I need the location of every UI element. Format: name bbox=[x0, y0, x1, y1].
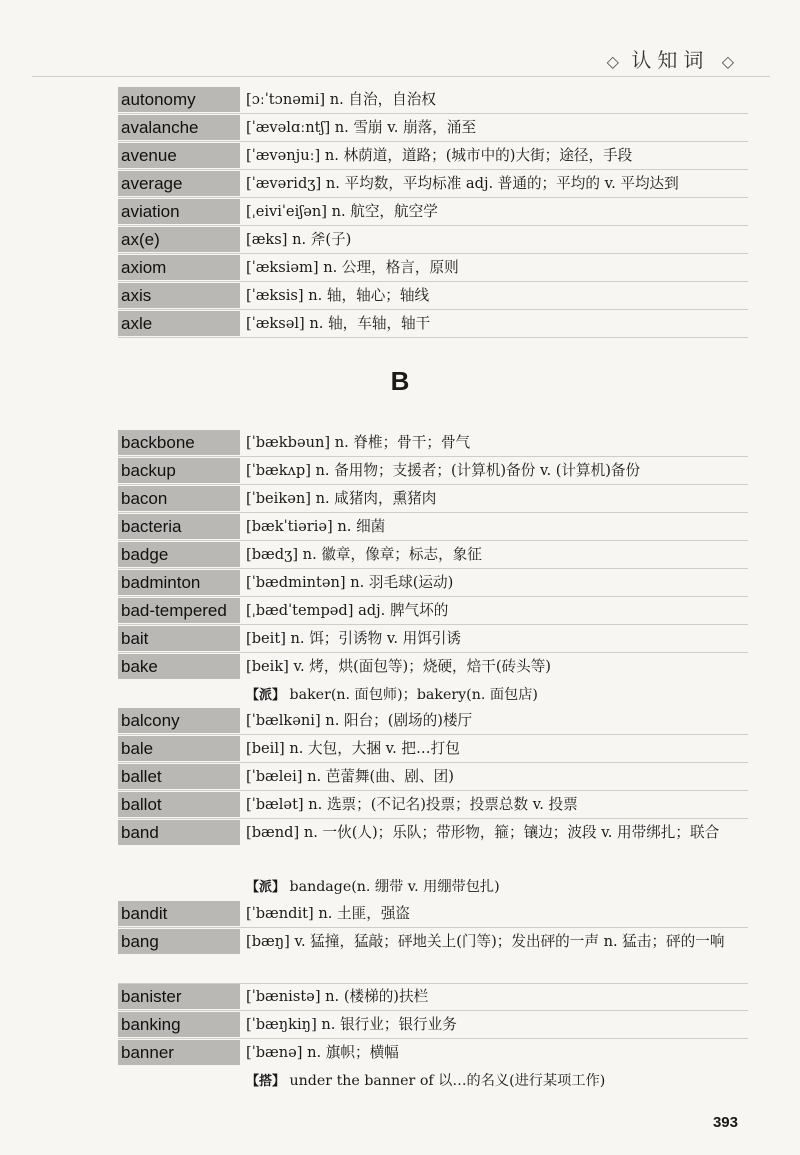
diamond-icon: ◇ bbox=[721, 52, 734, 71]
chapter-header bbox=[607, 44, 734, 73]
entry-word: average bbox=[118, 171, 240, 196]
entry-row bbox=[118, 900, 748, 928]
entry-definition: [ˈbænə] n. 旗帜；横幅 bbox=[246, 1044, 399, 1061]
entry-definition: [ɔːˈtɔnəmi] n. 自治，自治权 bbox=[246, 91, 436, 108]
entry-word: avalanche bbox=[118, 115, 240, 140]
entry-word: balcony bbox=[118, 708, 240, 733]
header-divider bbox=[32, 76, 770, 77]
entry-row bbox=[118, 1011, 748, 1039]
entry-word: aviation bbox=[118, 199, 240, 224]
entry-definition: [bædʒ] n. 徽章，像章；标志，象征 bbox=[246, 546, 482, 563]
entry-row bbox=[118, 310, 748, 338]
entry-row bbox=[118, 625, 748, 653]
entry-row bbox=[118, 429, 748, 457]
entry-word: bait bbox=[118, 626, 240, 651]
entry-row bbox=[118, 254, 748, 282]
entry-word: ballot bbox=[118, 792, 240, 817]
entry-word: backbone bbox=[118, 430, 240, 455]
entry-row bbox=[118, 541, 748, 569]
entry-word: bacon bbox=[118, 486, 240, 511]
entry-word: bale bbox=[118, 736, 240, 761]
note-text: under the banner of 以…的名义(进行某项工作) bbox=[289, 1073, 606, 1089]
entry-definition: [ˈbælei] n. 芭蕾舞(曲、剧、团) bbox=[246, 768, 454, 785]
entry-word: bandit bbox=[118, 901, 240, 926]
entry-definition: [ˈbælkəni] n. 阳台；(剧场的)楼厅 bbox=[246, 712, 473, 729]
entry-word: backup bbox=[118, 458, 240, 483]
entry-word: bad-tempered bbox=[118, 598, 240, 623]
entry-definition: [ˈbæŋkiŋ] n. 银行业；银行业务 bbox=[246, 1016, 457, 1033]
entry-row bbox=[118, 457, 748, 485]
entry-definition: [ˈævəridʒ] n. 平均数，平均标准 adj. 普通的；平均的 v. 平均达到 bbox=[246, 175, 679, 192]
entry-definition: [ˈæksiəm] n. 公理，格言，原则 bbox=[246, 259, 459, 276]
entry-word: badge bbox=[118, 542, 240, 567]
entry-word: avenue bbox=[118, 143, 240, 168]
entry-word: ax(e) bbox=[118, 227, 240, 252]
entry-row bbox=[118, 1039, 748, 1067]
entry-definition: [ˈbækbəun] n. 脊椎；骨干；骨气 bbox=[246, 434, 471, 451]
entry-row bbox=[118, 198, 748, 226]
entry-row bbox=[118, 983, 748, 1011]
entry-row bbox=[118, 763, 748, 791]
note-tag: 【派】 bbox=[246, 688, 286, 703]
entry-row bbox=[118, 653, 748, 681]
entry-row bbox=[118, 86, 748, 114]
entry-row bbox=[118, 597, 748, 625]
entry-definition: [ˈbædmintən] n. 羽毛球(运动) bbox=[246, 574, 454, 591]
entry-word: badminton bbox=[118, 570, 240, 595]
entry-row bbox=[118, 928, 748, 984]
entry-word: bacteria bbox=[118, 514, 240, 539]
collocation-note bbox=[246, 1070, 605, 1090]
entry-definition: [ˈævənjuː] n. 林荫道，道路；(城市中的)大街；途径，手段 bbox=[246, 147, 633, 164]
entry-row bbox=[118, 791, 748, 819]
note-text: baker(n. 面包师)；bakery(n. 面包店) bbox=[289, 687, 538, 703]
entry-definition: [ˌeiviˈeiʃən] n. 航空，航空学 bbox=[246, 203, 438, 220]
entry-word: bake bbox=[118, 654, 240, 679]
entry-definition: [ˈbændit] n. 土匪，强盗 bbox=[246, 905, 411, 922]
page-number: 393 bbox=[712, 1114, 738, 1131]
note-tag: 【派】 bbox=[246, 880, 286, 895]
entry-definition: [ˈbælət] n. 选票；(不记名)投票；投票总数 v. 投票 bbox=[246, 796, 578, 813]
entry-word: axiom bbox=[118, 255, 240, 280]
entry-word: bang bbox=[118, 929, 240, 954]
entry-row bbox=[118, 282, 748, 310]
diamond-icon: ◇ bbox=[606, 52, 619, 71]
derivation-note bbox=[246, 876, 500, 896]
entry-definition: [beit] n. 饵；引诱物 v. 用饵引诱 bbox=[246, 630, 461, 647]
entry-row bbox=[118, 819, 748, 875]
entry-row bbox=[118, 513, 748, 541]
entry-row bbox=[118, 569, 748, 597]
entry-word: axle bbox=[118, 311, 240, 336]
entry-definition: [ˌbædˈtempəd] adj. 脾气坏的 bbox=[246, 602, 449, 619]
entry-definition: [ˈbækʌp] n. 备用物；支援者；(计算机)备份 v. (计算机)备份 bbox=[246, 462, 641, 479]
entry-definition: [beik] v. 烤，烘(面包等)；烧硬，焙干(砖头等) bbox=[246, 658, 551, 675]
note-tag: 【搭】 bbox=[246, 1074, 286, 1089]
chapter-title: 认知词 bbox=[631, 48, 710, 72]
entry-row bbox=[118, 485, 748, 513]
entry-row bbox=[118, 707, 748, 735]
entry-word: banister bbox=[118, 984, 240, 1009]
entry-definition: [ˈbænistə] n. (楼梯的)扶栏 bbox=[246, 988, 429, 1005]
entry-definition: [ˈbeikən] n. 咸猪肉，熏猪肉 bbox=[246, 490, 437, 507]
entry-row bbox=[118, 170, 748, 198]
entry-row bbox=[118, 735, 748, 763]
derivation-note bbox=[246, 684, 538, 704]
entry-definition: [bækˈtiəriə] n. 细菌 bbox=[246, 518, 386, 535]
entry-row bbox=[118, 142, 748, 170]
entry-row bbox=[118, 114, 748, 142]
entry-word: autonomy bbox=[118, 87, 240, 112]
entry-definition: [ˈæksəl] n. 轴，车轴，轴干 bbox=[246, 315, 431, 332]
entry-word: ballet bbox=[118, 764, 240, 789]
entry-definition: [bænd] n. 一伙(人)；乐队；带形物，箍；镶边；波段 v. 用带绑扎；联合 bbox=[246, 824, 720, 841]
note-text: bandage(n. 绷带 v. 用绷带包扎) bbox=[289, 879, 500, 895]
entry-definition: [bæŋ] v. 猛撞，猛敲；砰地关上(门等)；发出砰的一声 n. 猛击；砰的一响 bbox=[246, 933, 725, 950]
entry-word: band bbox=[118, 820, 240, 845]
entry-word: axis bbox=[118, 283, 240, 308]
entry-word: banner bbox=[118, 1040, 240, 1065]
entry-definition: [æks] n. 斧(子) bbox=[246, 231, 352, 248]
section-letter-heading: B bbox=[390, 366, 410, 396]
entry-word: banking bbox=[118, 1012, 240, 1037]
entry-definition: [beil] n. 大包，大捆 v. 把…打包 bbox=[246, 740, 460, 757]
entry-row bbox=[118, 226, 748, 254]
entry-definition: [ˈævəlɑːntʃ] n. 雪崩 v. 崩落，涌至 bbox=[246, 119, 477, 136]
entry-definition: [ˈæksis] n. 轴，轴心；轴线 bbox=[246, 287, 430, 304]
